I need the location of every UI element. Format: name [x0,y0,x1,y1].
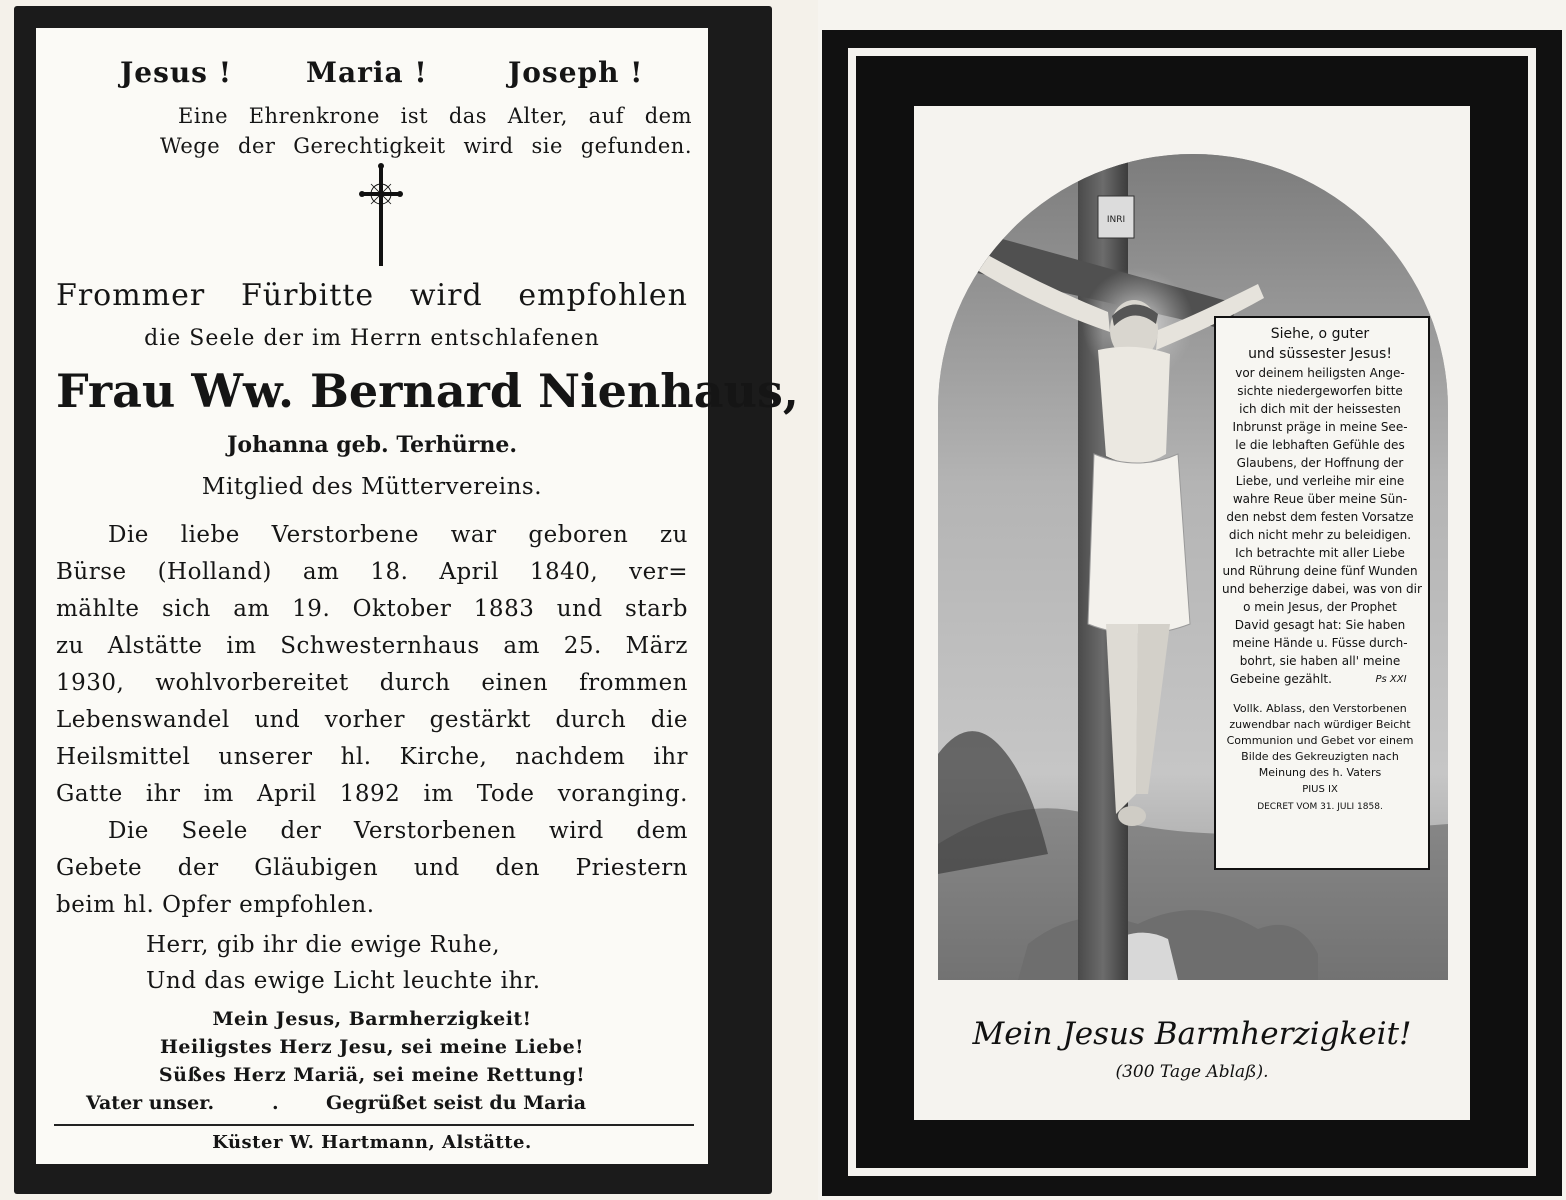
devotional-panel [914,106,1470,1120]
indulgence-line: Meinung des h. Vaters [1258,766,1382,779]
prayer-text-line: bohrt, sie haben all' meine [1239,654,1401,668]
prayer-text-line: und süssester Jesus! [1248,346,1392,362]
prayer-text-line: meine Hände u. Füsse durch- [1232,636,1408,650]
motto-line: Eine Ehrenkrone ist das Alter, auf dem [178,104,692,128]
indulgence-line: zuwendbar nach würdiger Beicht [1229,718,1411,731]
invocation-line: Heiligstes Herz Jesu, sei meine Liebe! [159,1036,585,1058]
recommend-line: Die Seele der Verstorbenen wird dem [108,818,688,844]
caption-indulgence: (300 Tage Ablaß). [1115,1062,1269,1082]
prayer-line: Herr, gib ihr die ewige Ruhe, [146,932,501,958]
invocation-line: Süßes Herz Mariä, sei meine Rettung! [158,1064,586,1086]
prayer-text-line: wahre Reue über meine Sün- [1232,492,1408,506]
prayer-text-line: und beherzige dabei, was von dir [1222,582,1422,596]
psalm-reference: Ps XXI [1375,674,1407,685]
prayer-text-line: Inbrunst präge in meine See- [1232,420,1408,434]
mourning-border-outer [822,30,1562,1196]
indulgence-line: Bilde des Gekreuzigten nach [1241,750,1399,763]
bio-line: mählte sich am 19. Oktober 1883 und starb [56,596,688,622]
prayer-textbox [1214,316,1430,870]
closing-vater-unser: Vater unser. [86,1092,215,1114]
divider-rule [54,1124,694,1126]
invocation-line: Mein Jesus, Barmherzigkeit! [212,1008,532,1030]
header-names [36,56,708,96]
bio-line: 1930, wohlvorbereitet durch einen frommen [56,670,688,696]
prayer-text-line: den nebst dem festen Vorsatze [1226,510,1414,524]
printer-line: Küster W. Hartmann, Alstätte. [212,1132,532,1153]
prayer-text-line: o mein Jesus, der Prophet [1243,600,1397,614]
mourning-border-inner [856,56,1528,1168]
header-maria: Maria ! [306,56,428,89]
prayer-text-line: le die lebhaften Gefühle des [1235,438,1405,452]
recommend-line: beim hl. Opfer empfohlen. [56,892,375,918]
closing-dot: . [272,1092,279,1114]
bio-line: Die liebe Verstorbene war geboren zu [108,522,688,548]
maiden-name: Johanna geb. Terhürne. [227,432,517,458]
prayer-text-line: Glaubens, der Hoffnung der [1236,456,1404,470]
prayer-text-line: Ich betrachte mit aller Liebe [1235,546,1405,560]
mourning-border-line [848,48,1536,1176]
obituary-card [14,6,799,1194]
indulgence-line: Vollk. Ablass, den Verstorbenen [1233,702,1407,715]
membership: Mitglied des Müttervereins. [201,474,543,500]
motto-line: Wege der Gerechtigkeit wird sie gefunden. [160,134,692,158]
closing-ave-maria: Gegrüßet seist du Maria [326,1092,587,1114]
obituary-card-inner [36,28,799,1164]
prayer-text-line: sichte niedergeworfen bitte [1237,384,1403,398]
intro-subline: die Seele der im Herrn entschlafenen [144,326,600,351]
prayer-text-line: und Rührung deine fünf Wunden [1222,564,1418,578]
intro-line: Frommer Fürbitte wird empfohlen [56,278,688,313]
header-jesus: Jesus ! [120,56,232,89]
bio-line: Heilsmittel unserer hl. Kirche, nachdem ihr [56,744,688,770]
prayer-text-line: Liebe, und verleihe mir eine [1235,474,1405,488]
header-joseph: Joseph ! [508,56,644,89]
bio-line: zu Alstätte im Schwesternhaus am 25. März [56,633,688,659]
prayer-text-line: dich nicht mehr zu beleidigen. [1228,528,1412,542]
prayer-text-line: Gebeine gezählt. [1230,672,1332,686]
pope-name: PIUS IX [1302,784,1338,795]
deceased-name: Frau Ww. Bernard Nienhaus, [56,364,799,418]
bio-line: Lebenswandel und vorher gestärkt durch die [56,707,688,733]
titulus-text: INRI [1106,215,1126,225]
decree-date: DECRET VOM 31. JULI 1858. [1257,802,1383,812]
prayer-text-line: vor deinem heiligsten Ange- [1235,366,1405,380]
bio-line: Bürse (Holland) am 18. April 1840, ver= [56,559,688,585]
bio-line: Gatte ihr im April 1892 im Tode voranging. [56,781,688,807]
prayer-text-line: David gesagt hat: Sie haben [1234,618,1406,632]
caption-main: Mein Jesus Barmherzigkeit! [972,1016,1412,1052]
cross-icon [356,160,406,270]
prayer-text-line: Siehe, o guter [1270,326,1370,342]
recommend-line: Gebete der Gläubigen und den Priestern [56,855,688,881]
prayer-text-line: ich dich mit der heissesten [1239,402,1401,416]
devotional-card [818,0,1566,1200]
prayer-line: Und das ewige Licht leuchte ihr. [146,968,541,994]
indulgence-line: Communion und Gebet vor einem [1226,734,1414,747]
